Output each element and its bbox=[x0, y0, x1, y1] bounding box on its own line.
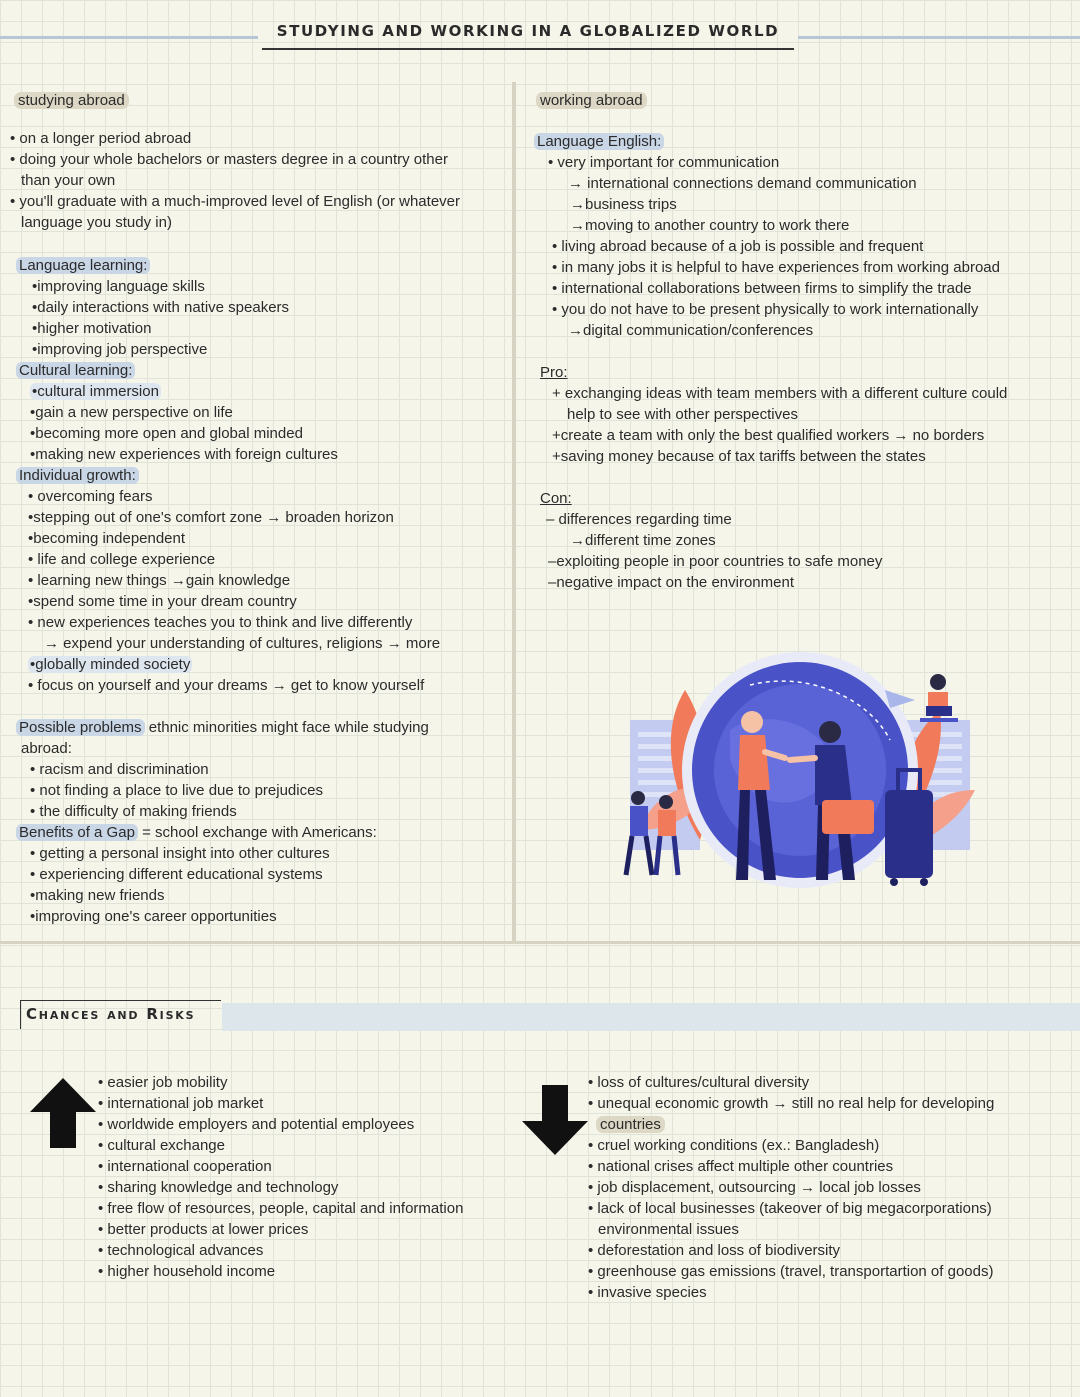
english-line-9: →digital communication/conferences bbox=[568, 322, 814, 339]
chances-risks-heading: Chances and Risks bbox=[26, 1005, 196, 1023]
studying-intro-1: • on a longer period abroad bbox=[10, 130, 192, 147]
risk-item-4: • cruel working conditions (ex.: Bangladesh) bbox=[588, 1137, 880, 1154]
pro-line-3: +create a team with only the best qualified workers → no borders bbox=[552, 427, 985, 444]
chance-item-8: • better products at lower prices bbox=[98, 1221, 309, 1238]
studying-intro-4: • you'll graduate with a much-improved level of English (or whatever bbox=[10, 193, 460, 210]
title-rule-right bbox=[798, 36, 1080, 39]
growth-item-2: •stepping out of one's comfort zone → broaden horizon bbox=[28, 509, 394, 526]
english-heading: Language English: bbox=[534, 132, 664, 152]
cultural-item-4: •making new experiences with foreign cultures bbox=[30, 446, 338, 463]
section-divider bbox=[0, 941, 1080, 944]
risk-item-1: • loss of cultures/cultural diversity bbox=[588, 1074, 810, 1091]
risk-item-11: • invasive species bbox=[588, 1284, 707, 1301]
chance-item-1: • easier job mobility bbox=[98, 1074, 228, 1091]
chances-band bbox=[222, 1003, 1080, 1031]
english-line-5: • living abroad because of a job is possible and frequent bbox=[552, 238, 924, 255]
growth-item-1: • overcoming fears bbox=[28, 488, 153, 505]
title-rule-left bbox=[0, 36, 258, 39]
studying-intro-2: • doing your whole bachelors or masters degree in a country other bbox=[10, 151, 448, 168]
studying-heading: studying abroad bbox=[14, 91, 129, 111]
language-item-1: •improving language skills bbox=[32, 278, 205, 295]
growth-item-10: • focus on yourself and your dreams → get to know yourself bbox=[28, 677, 425, 694]
risk-item-5: • national crises affect multiple other countries bbox=[588, 1158, 894, 1175]
arrow-down-icon bbox=[522, 1085, 588, 1155]
con-line-4: –negative impact on the environment bbox=[548, 574, 794, 591]
chance-item-3: • worldwide employers and potential employees bbox=[98, 1116, 415, 1133]
con-line-1: – differences regarding time bbox=[546, 511, 732, 528]
english-line-6: • in many jobs it is helpful to have experiences from working abroad bbox=[552, 259, 1000, 276]
cultural-item-3: •becoming more open and global minded bbox=[30, 425, 303, 442]
english-line-8: • you do not have to be present physically to work internationally bbox=[552, 301, 979, 318]
pro-line-4: +saving money because of tax tariffs between the states bbox=[552, 448, 926, 465]
chance-item-7: • free flow of resources, people, capital and information bbox=[98, 1200, 464, 1217]
pro-heading: Pro: bbox=[540, 364, 568, 381]
english-line-2: → international connections demand communication bbox=[568, 175, 917, 192]
possible-problems-rest: ethnic minorities might face while studying bbox=[144, 719, 429, 736]
individual-growth-heading: Individual growth: bbox=[16, 466, 139, 486]
language-item-4: •improving job perspective bbox=[32, 341, 208, 358]
con-line-3: –exploiting people in poor countries to safe money bbox=[548, 553, 883, 570]
con-line-2: →different time zones bbox=[570, 532, 716, 549]
gap-item-1: • getting a personal insight into other cultures bbox=[30, 845, 330, 862]
growth-item-7: • new experiences teaches you to think and live differently bbox=[28, 614, 413, 631]
laptop-person-graphic bbox=[920, 674, 958, 720]
growth-item-5: • learning new things →gain knowledge bbox=[28, 572, 291, 589]
possible-problems-heading: Possible problems bbox=[16, 719, 145, 736]
risk-item-8: environmental issues bbox=[598, 1221, 739, 1238]
chance-item-10: • higher household income bbox=[98, 1263, 276, 1280]
chance-item-9: • technological advances bbox=[98, 1242, 264, 1259]
cultural-learning-heading: Cultural learning: bbox=[16, 361, 135, 381]
con-heading: Con: bbox=[540, 490, 572, 507]
risk-item-7: • lack of local businesses (takeover of big megacorporations) bbox=[588, 1200, 992, 1217]
risk-item-3: countries bbox=[596, 1115, 665, 1135]
growth-item-6: •spend some time in your dream country bbox=[28, 593, 297, 610]
column-divider bbox=[512, 82, 516, 944]
cultural-item-1: •cultural immersion bbox=[32, 383, 159, 400]
language-learning-heading: Language learning: bbox=[16, 256, 150, 276]
chance-item-6: • sharing knowledge and technology bbox=[98, 1179, 339, 1196]
risk-item-2: • unequal economic growth → still no real help for developing bbox=[588, 1095, 995, 1112]
business-handshake-illustration bbox=[600, 640, 980, 890]
chance-item-4: • cultural exchange bbox=[98, 1137, 225, 1154]
language-item-3: •higher motivation bbox=[32, 320, 152, 337]
page-title: STUDYING AND WORKING IN A GLOBALIZED WORLD bbox=[262, 22, 794, 50]
possible-problems-cont: abroad: bbox=[21, 740, 72, 757]
pro-line-1: + exchanging ideas with team members with a different culture could bbox=[552, 385, 1008, 402]
chance-item-2: • international job market bbox=[98, 1095, 264, 1112]
language-item-2: •daily interactions with native speakers bbox=[32, 299, 290, 316]
english-line-3: →business trips bbox=[570, 196, 677, 213]
growth-item-3: •becoming independent bbox=[28, 530, 186, 547]
problem-item-2: • not finding a place to live due to prejudices bbox=[30, 782, 323, 799]
gap-item-4: •improving one's career opportunities bbox=[30, 908, 277, 925]
growth-item-8: → expend your understanding of cultures, religions → more bbox=[44, 635, 441, 652]
growth-item-9: •globally minded society bbox=[30, 656, 191, 673]
pro-line-2: help to see with other perspectives bbox=[567, 406, 798, 423]
studying-intro-3: than your own bbox=[21, 172, 116, 189]
studying-intro-5: language you study in) bbox=[21, 214, 172, 231]
arrow-up-icon bbox=[30, 1078, 96, 1148]
english-line-1: • very important for communication bbox=[548, 154, 780, 171]
chance-item-5: • international cooperation bbox=[98, 1158, 272, 1175]
benefits-gap-heading: Benefits of a Gap bbox=[16, 824, 138, 841]
growth-item-4: • life and college experience bbox=[28, 551, 216, 568]
globe-graphic bbox=[682, 652, 918, 888]
english-line-7: • international collaborations between firms to simplify the trade bbox=[552, 280, 972, 297]
benefits-gap-line bbox=[16, 823, 377, 843]
benefits-gap-rest: = school exchange with Americans: bbox=[137, 824, 377, 841]
possible-problems-line bbox=[16, 718, 429, 738]
risk-item-9: • deforestation and loss of biodiversity bbox=[588, 1242, 841, 1259]
paper-plane-icon bbox=[885, 690, 915, 708]
working-heading: working abroad bbox=[536, 91, 647, 111]
cultural-item-2: •gain a new perspective on life bbox=[30, 404, 233, 421]
risk-item-6: • job displacement, outsourcing → local job losses bbox=[588, 1179, 921, 1196]
problem-item-1: • racism and discrimination bbox=[30, 761, 209, 778]
gap-item-2: • experiencing different educational systems bbox=[30, 866, 323, 883]
risk-item-10: • greenhouse gas emissions (travel, transportartion of goods) bbox=[588, 1263, 994, 1280]
gap-item-3: •making new friends bbox=[30, 887, 165, 904]
english-line-4: →moving to another country to work there bbox=[570, 217, 850, 234]
problem-item-3: • the difficulty of making friends bbox=[30, 803, 237, 820]
